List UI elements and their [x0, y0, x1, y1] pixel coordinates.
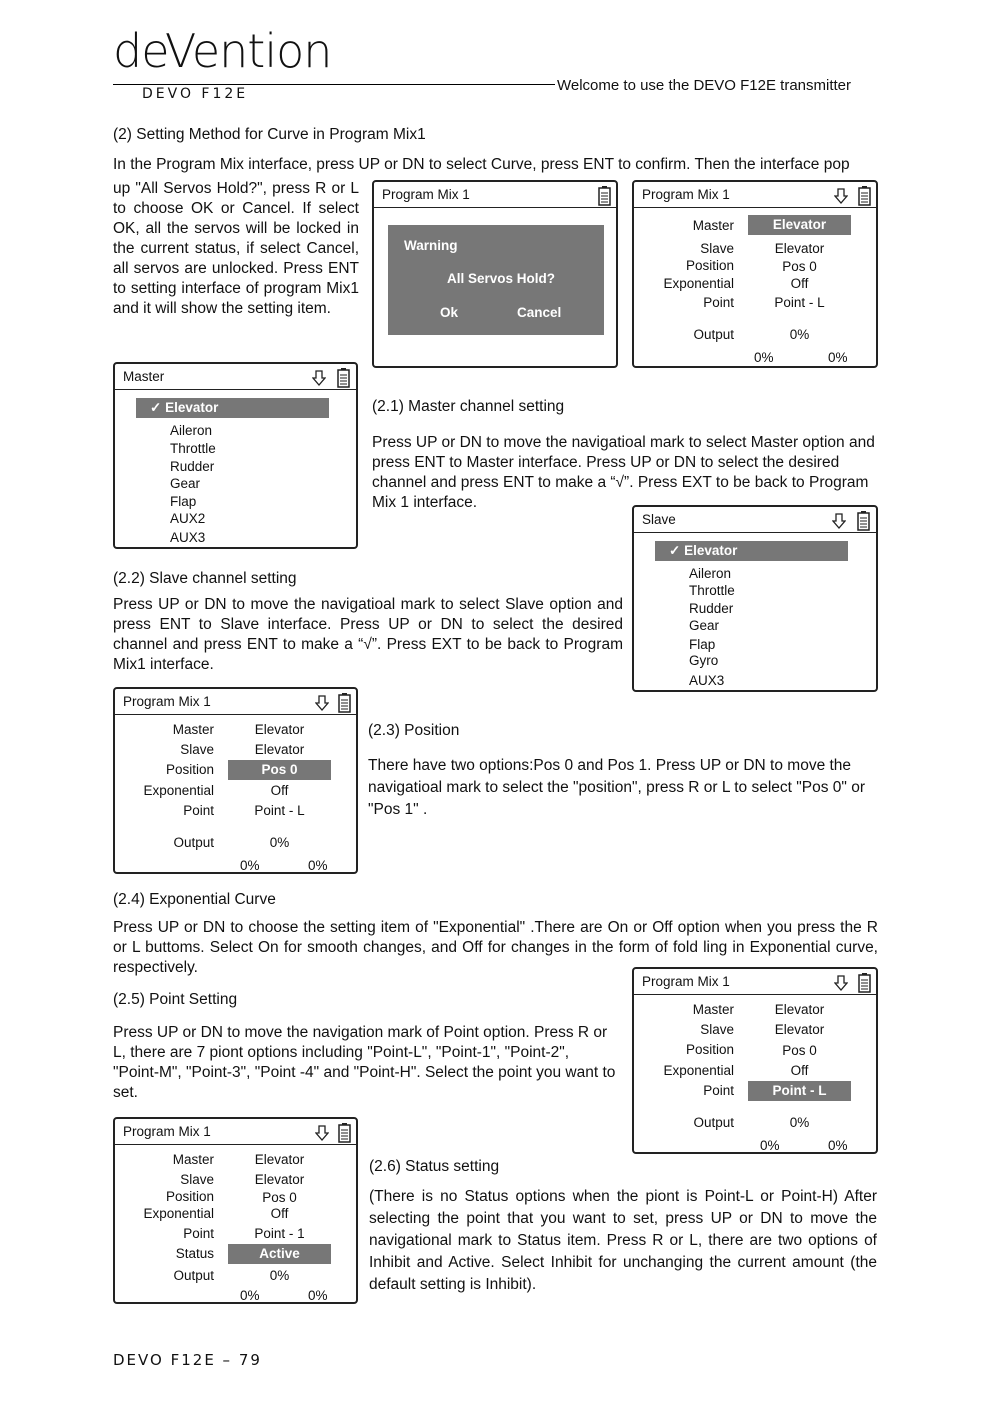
down-arrow-icon [315, 1123, 329, 1143]
row-value[interactable]: Pos 0 [782, 259, 817, 274]
row-label: Position [685, 1042, 734, 1057]
screen-title: Master [123, 369, 165, 384]
section-2-2-body: Press UP or DN to move the navigatioal mark to select Slave option and press ENT to Slave interface. Press UP or DN to select the desired channel and press ENT to make a “√”. Press EXT to be back to Program Mix1 interface. [113, 596, 623, 673]
row-value[interactable]: Elevator [254, 742, 305, 757]
brand-model: DEVO F12E [142, 86, 249, 102]
section-2-3-heading: (2.3) Position [368, 722, 460, 739]
section-2-3-body: There have two options:Pos 0 and Pos 1. Press UP or DN to move the navigatioal mark to select the "position", press R or L to select "Pos 0" or "Pos 1" . [368, 757, 865, 818]
row-value[interactable]: Off [790, 1063, 809, 1078]
screen-divider [374, 207, 616, 208]
list-item[interactable]: Flap [689, 637, 716, 652]
output-right: 0% [308, 858, 328, 873]
row-label: Slave [180, 1172, 214, 1187]
down-arrow-icon [312, 368, 326, 388]
down-arrow-icon [834, 973, 848, 993]
list-item[interactable]: Aileron [170, 423, 213, 438]
list-item-selected[interactable] [136, 398, 329, 418]
list-item[interactable]: Rudder [170, 459, 215, 474]
output-right: 0% [828, 1138, 848, 1153]
row-label: Position [165, 762, 214, 777]
battery-icon [338, 693, 352, 713]
battery-icon [858, 973, 872, 993]
warning-title: Warning [404, 238, 458, 253]
list-item[interactable]: Gyro [689, 653, 719, 668]
screen-divider [115, 389, 356, 390]
output-left: 0% [240, 858, 260, 873]
warning-question: All Servos Hold? [446, 271, 556, 286]
row-value[interactable]: Pos 0 [782, 1043, 817, 1058]
row-label: Master [172, 1152, 214, 1167]
brand-logo: deVention [113, 24, 332, 78]
battery-icon [338, 1123, 352, 1143]
row-label: Point [183, 803, 214, 818]
list-item[interactable]: Gear [170, 476, 201, 491]
row-value[interactable]: Elevator [254, 722, 305, 737]
row-label: Output [693, 1115, 734, 1130]
row-label: Slave [700, 1022, 734, 1037]
screen-title: Program Mix 1 [382, 187, 470, 202]
row-label: Status [175, 1246, 214, 1261]
down-arrow-icon [315, 693, 329, 713]
list-item[interactable]: Gear [689, 618, 720, 633]
screen-divider [634, 532, 876, 533]
row-value[interactable]: Elevator [254, 1172, 305, 1187]
battery-icon [337, 368, 351, 388]
selected-label: Elevator [165, 400, 219, 415]
row-value[interactable]: Elevator [774, 1002, 825, 1017]
screen-title: Slave [642, 512, 676, 527]
cancel-button[interactable]: Cancel [517, 305, 562, 320]
row-label: Position [165, 1189, 214, 1204]
row-value[interactable]: Off [790, 276, 809, 291]
section-2-body: up "All Servos Hold?", press R or L to choose OK or Cancel. If select OK, all the servos will be locked in the current status, if select Cancel, all servos are unlocked. Press ENT to setting interface of program Mix1 and it will show the setting item. [113, 180, 359, 317]
row-value: 0% [789, 1115, 810, 1130]
row-value[interactable]: Pos 0 [262, 1190, 297, 1205]
row-label: Point [703, 295, 734, 310]
list-item[interactable]: Throttle [689, 583, 735, 598]
row-value[interactable]: Off [270, 1206, 289, 1221]
row-label: Master [692, 218, 734, 233]
program-mix-screen-point [632, 967, 878, 1154]
master-list-screen [113, 362, 358, 549]
output-right: 0% [828, 350, 848, 365]
section-2-6-heading: (2.6) Status setting [369, 1158, 500, 1175]
row-value: 0% [269, 835, 290, 850]
warning-screen [372, 180, 618, 368]
row-value[interactable]: Point - 1 [254, 1226, 305, 1241]
screen-divider [115, 714, 356, 715]
down-arrow-icon [832, 511, 846, 531]
screen-title: Program Mix 1 [642, 187, 730, 202]
section-2-2-heading: (2.2) Slave channel setting [113, 570, 297, 587]
output-left: 0% [760, 1138, 780, 1153]
list-item-selected[interactable] [655, 541, 848, 561]
battery-icon [598, 186, 612, 206]
list-item[interactable]: AUX3 [170, 530, 206, 545]
screen-title: Program Mix 1 [123, 1124, 211, 1139]
battery-icon [857, 511, 871, 531]
screen-title: Program Mix 1 [642, 974, 730, 989]
output-right: 0% [308, 1288, 328, 1303]
check-icon: ✓ [669, 543, 681, 558]
slave-list-screen [632, 505, 878, 692]
row-label: Output [173, 1268, 214, 1283]
row-value[interactable]: Point - L [774, 295, 825, 310]
row-value[interactable]: Elevator [254, 1152, 305, 1167]
section-2-1-heading: (2.1) Master channel setting [372, 398, 565, 415]
row-value[interactable]: Off [270, 783, 289, 798]
row-label: Exponential [663, 276, 734, 291]
position-value-selected[interactable]: Pos 0 [228, 760, 331, 780]
screen-divider [115, 1144, 356, 1145]
page-footer: DEVO F12E – 79 [113, 1351, 262, 1369]
row-value[interactable]: Elevator [774, 1022, 825, 1037]
row-label: Exponential [663, 1063, 734, 1078]
check-icon: ✓ [150, 400, 162, 415]
row-label: Exponential [143, 1206, 214, 1221]
list-item[interactable]: Aileron [689, 566, 732, 581]
section-2-4-heading: (2.4) Exponential Curve [113, 891, 276, 908]
down-arrow-icon [834, 186, 848, 206]
row-value: 0% [789, 327, 810, 342]
output-left: 0% [240, 1288, 260, 1303]
row-label: Output [693, 327, 734, 342]
screen-title: Program Mix 1 [123, 694, 211, 709]
output-left: 0% [754, 350, 774, 365]
program-mix-screen-master [632, 180, 878, 368]
section-2-5-body: Press UP or DN to move the navigation mark of Point option. Press R or L, there are 7 piont options including "Point-L", "Point-1", "Point-2", "Point-M", "Point-3", "Point -4" and "Point-H". Select the point you want to set. [113, 1024, 616, 1101]
row-label: Slave [700, 241, 734, 256]
section-2-4-body: Press UP or DN to choose the setting item of "Exponential" .There are On or Off option when you press the R or L buttoms. Select On for smooth changes, and Off for changes in the form of fold ling in Exponential curve, respectively. [113, 919, 878, 976]
row-label: Slave [180, 742, 214, 757]
row-label: Point [183, 1226, 214, 1241]
row-label: Master [172, 722, 214, 737]
program-mix-screen-status [113, 1117, 358, 1304]
master-value-selected[interactable]: Elevator [748, 215, 851, 235]
section-2-1-body: Press UP or DN to move the navigatioal mark to select Master option and press ENT to Master interface. Press UP or DN to select the desired channel and press ENT to make a “√”. Press EXT to be back to Program Mix 1 interface. [372, 434, 875, 511]
list-item[interactable]: Throttle [170, 441, 216, 456]
program-mix-screen-position [113, 687, 358, 874]
row-value[interactable]: Elevator [774, 241, 825, 256]
list-item[interactable]: AUX3 [689, 673, 725, 688]
ok-button[interactable]: Ok [440, 305, 459, 320]
section-2-intro: In the Program Mix interface, press UP or DN to select Curve, press ENT to confirm. Then the interface pop [113, 156, 850, 173]
screen-divider [634, 994, 876, 995]
section-2-6-body: (There is no Status options when the piont is Point-L or Point-H) After selecting the point that you want to set, press UP or DN to move the navigational mark to Status item. Press R or L, there are two options of Inhibit and Active. Select Inhibit for unchanging the current amount (the default setting is Inhibit). [369, 1188, 877, 1293]
selected-label: Elevator [684, 543, 738, 558]
row-label: Output [173, 835, 214, 850]
row-label: Master [692, 1002, 734, 1017]
row-label: Position [685, 258, 734, 273]
list-item[interactable]: Rudder [689, 601, 734, 616]
row-value: 0% [269, 1268, 290, 1283]
battery-icon [858, 186, 872, 206]
section-2-heading: (2) Setting Method for Curve in Program Mix1 [113, 126, 426, 143]
row-label: Point [703, 1083, 734, 1098]
screen-divider [634, 207, 876, 208]
section-2-5-heading: (2.5) Point Setting [113, 991, 238, 1008]
status-value-selected[interactable]: Active [228, 1244, 331, 1264]
point-value-selected[interactable]: Point - L [748, 1081, 851, 1101]
list-item[interactable]: Flap [170, 494, 197, 509]
header-welcome: Welcome to use the DEVO F12E transmitter [557, 77, 852, 94]
row-label: Exponential [143, 783, 214, 798]
row-value[interactable]: Point - L [254, 803, 305, 818]
list-item[interactable]: AUX2 [170, 511, 206, 526]
header-rule [113, 84, 555, 85]
warning-dialog [388, 225, 604, 335]
